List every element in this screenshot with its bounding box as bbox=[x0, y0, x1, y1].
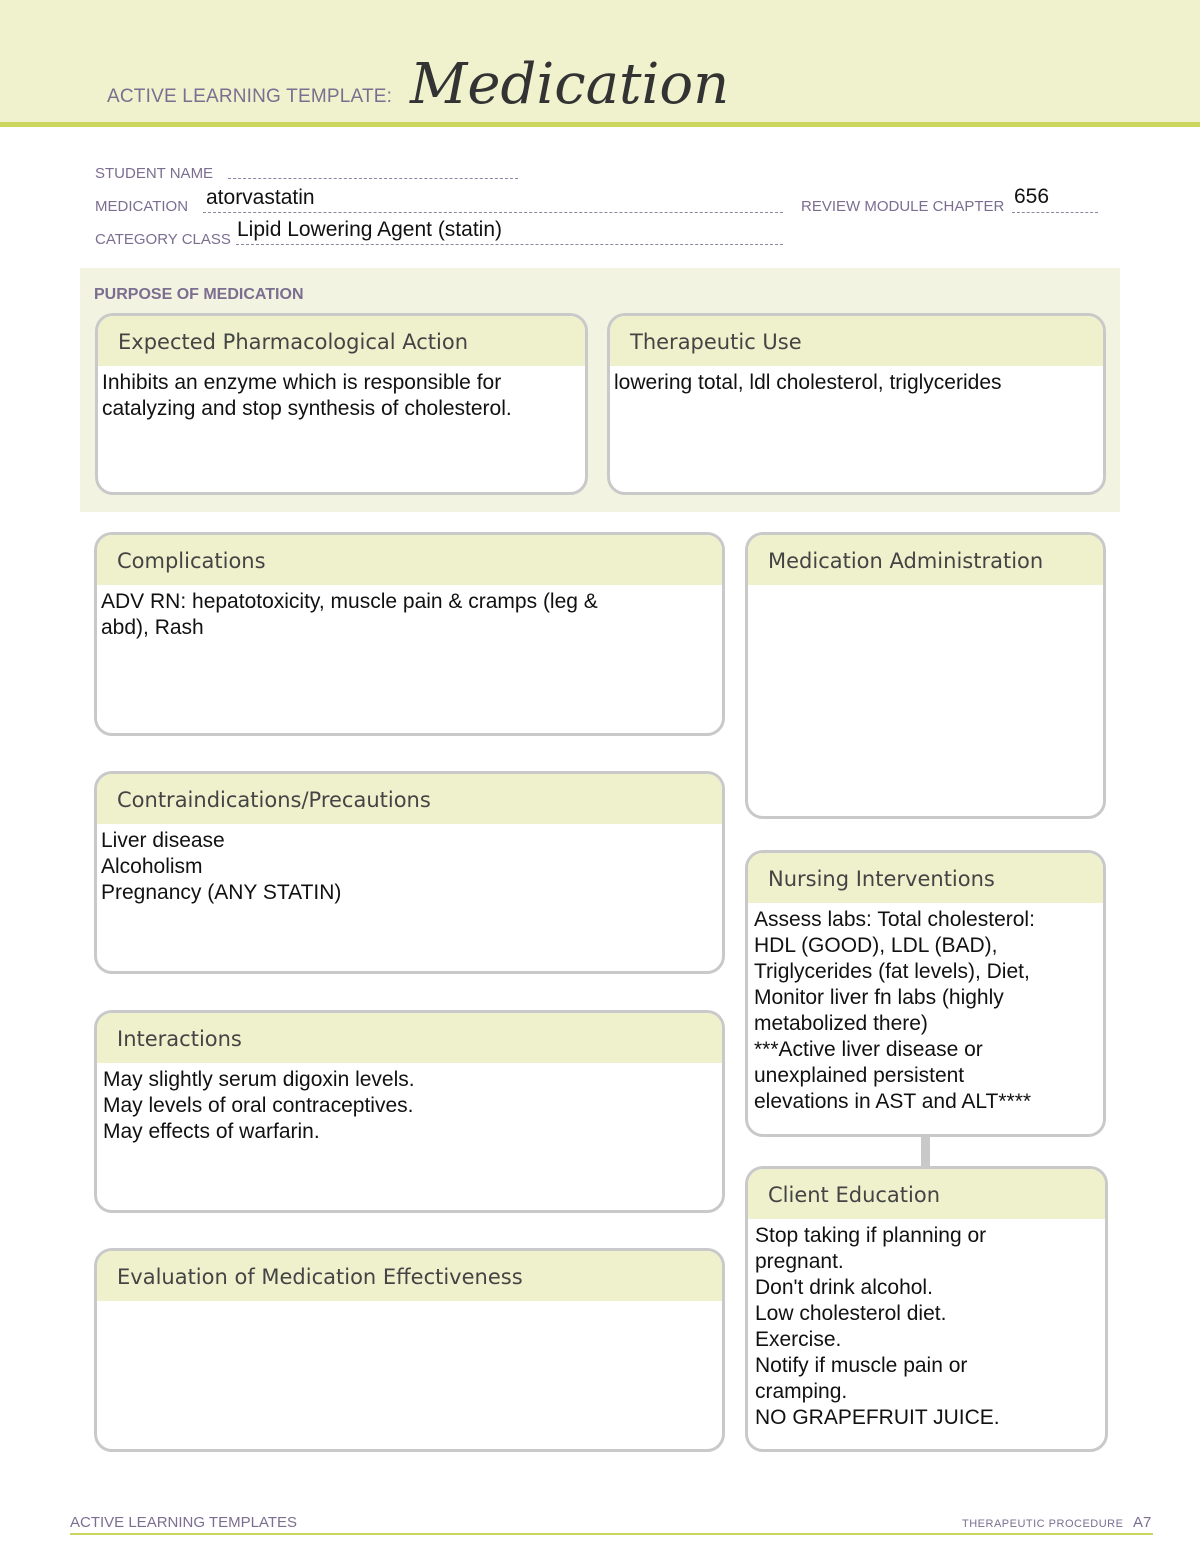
medication-administration-box[interactable] bbox=[745, 532, 1106, 819]
pharmacological-action-box[interactable] bbox=[95, 313, 588, 495]
box-title: Nursing Interventions bbox=[748, 853, 1103, 903]
page-title: Medication bbox=[410, 52, 730, 117]
chapter-value: 656 bbox=[1014, 185, 1050, 208]
student-name-label: STUDENT NAME bbox=[95, 165, 214, 182]
medication-label: MEDICATION bbox=[95, 198, 189, 215]
category-value: Lipid Lowering Agent (statin) bbox=[237, 218, 502, 241]
evaluation-box[interactable] bbox=[94, 1248, 725, 1452]
box-text: May slightly serum digoxin levels. May levels of oral contraceptives. May effects of warfarin. bbox=[103, 1068, 415, 1143]
therapeutic-use-box[interactable] bbox=[607, 313, 1106, 495]
category-label: CATEGORY CLASS bbox=[95, 231, 231, 248]
box-text: Assess labs: Total cholesterol: HDL (GOOD), LDL (BAD), Triglycerides (fat levels), Diet, Monitor liver fn labs (highly metabolized there) ***Active liver disease or unexplained persistent elevations in AST and ALT**** bbox=[754, 908, 1035, 1113]
nursing-interventions-box[interactable] bbox=[745, 850, 1106, 1137]
box-text: Stop taking if planning or pregnant. Don't drink alcohol. Low cholesterol diet. Exercise. Notify if muscle pain or cramping. NO GRAPEFRUIT JUICE. bbox=[755, 1224, 1000, 1429]
medication-field[interactable] bbox=[203, 212, 783, 213]
box-text: ADV RN: hepatotoxicity, muscle pain & cramps (leg & abd), Rash bbox=[101, 590, 598, 639]
box-text bbox=[748, 585, 1103, 589]
interactions-box[interactable] bbox=[94, 1010, 725, 1213]
contraindications-box[interactable] bbox=[94, 771, 725, 974]
box-title: Contraindications/Precautions bbox=[97, 774, 722, 824]
chapter-label: REVIEW MODULE CHAPTER bbox=[801, 198, 1005, 215]
footer-divider bbox=[70, 1533, 1153, 1535]
box-title: Complications bbox=[97, 535, 722, 585]
box-title: Interactions bbox=[97, 1013, 722, 1063]
category-field[interactable] bbox=[236, 244, 783, 245]
medication-value: atorvastatin bbox=[206, 186, 315, 209]
box-title: Medication Administration bbox=[748, 535, 1103, 585]
complications-box[interactable] bbox=[94, 532, 725, 736]
chapter-field[interactable] bbox=[1012, 212, 1098, 213]
template-label: ACTIVE LEARNING TEMPLATE: bbox=[107, 86, 393, 107]
box-title: Expected Pharmacological Action bbox=[98, 316, 585, 366]
client-education-box[interactable] bbox=[745, 1166, 1108, 1452]
box-title: Therapeutic Use bbox=[610, 316, 1103, 366]
footer-left: ACTIVE LEARNING TEMPLATES bbox=[70, 1514, 297, 1531]
box-text: Inhibits an enzyme which is responsible for catalyzing and stop synthesis of cholesterol. bbox=[102, 371, 512, 420]
student-name-field[interactable] bbox=[228, 178, 518, 179]
header-divider bbox=[0, 122, 1200, 127]
box-connector bbox=[921, 1134, 930, 1168]
box-text: Liver disease Alcoholism Pregnancy (ANY STATIN) bbox=[101, 829, 342, 904]
footer-right: THERAPEUTIC PROCEDURE bbox=[962, 1518, 1124, 1530]
box-text: lowering total, ldl cholesterol, triglycerides bbox=[614, 371, 1002, 394]
page-number: A7 bbox=[1133, 1514, 1152, 1531]
purpose-title: PURPOSE OF MEDICATION bbox=[94, 286, 304, 303]
box-title: Evaluation of Medication Effectiveness bbox=[97, 1251, 722, 1301]
box-title: Client Education bbox=[748, 1169, 1105, 1219]
box-text bbox=[97, 1301, 722, 1305]
